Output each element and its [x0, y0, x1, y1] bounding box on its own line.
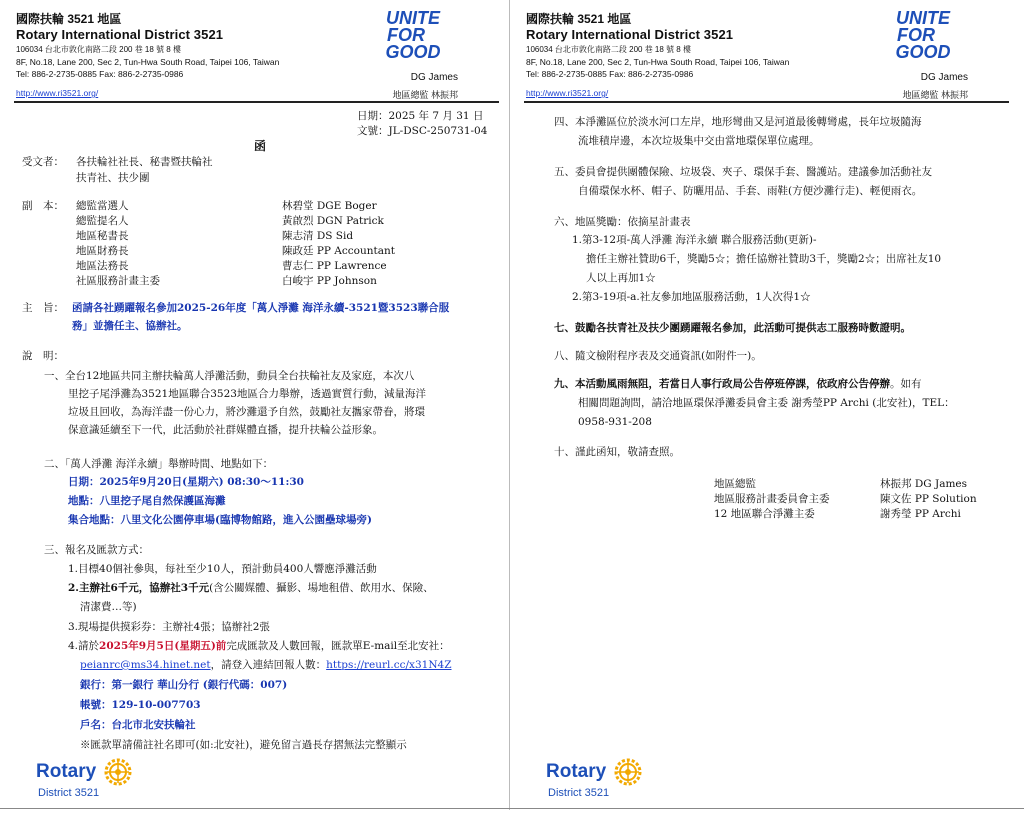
letterhead — [526, 8, 1008, 100]
page-divider — [509, 0, 510, 810]
section-10: 十、謹此函知，敬請查照。 — [554, 446, 680, 458]
letter-type: 函 — [254, 139, 267, 153]
section-3-item-2-cont: 清潔費…等) — [80, 601, 137, 613]
header-rule — [14, 101, 499, 103]
rotary-logo — [36, 758, 132, 799]
section-6-title: 六、地區獎勵：依摘星計畫表 — [554, 216, 691, 228]
section-5-line: 五、委員會提供團體保險、垃圾袋、夾子、環保手套、醫護站。建議參加活動社友 — [554, 166, 932, 178]
unite-for-good-logo: UNITE FOR GOOD — [895, 8, 951, 62]
meeting-point: 集合地點：八里文化公園停車場(臨博物館路，進入公園壘球場旁) — [68, 514, 372, 526]
signature-role: 地區服務計畫委員會主委 — [714, 493, 830, 505]
address-en: 8F, No.18, Lane 200, Sec 2, Tun-Hwa South Road, Taipei 106, Taiwan — [526, 57, 790, 67]
doc-number: 文號：JL-DSC-250731-04 — [357, 125, 488, 137]
register-link[interactable]: https://reurl.cc/x31N4Z — [326, 659, 452, 671]
section-9-phone: 0958-931-208 — [578, 416, 652, 428]
rotary-wordmark: Rotary — [546, 761, 607, 782]
event-date: 日期：2025年9月20日(星期六) 08:30～11:30 — [68, 476, 304, 488]
section-6-item-2: 2.第3-19項-a.社友參加地區服務活動，1人次得1☆ — [572, 291, 811, 303]
cc-name: 陳志清 DS Sid — [282, 230, 354, 242]
org-name-en: Rotary International District 3521 — [526, 27, 734, 42]
website-link[interactable]: http://www.ri3521.org/ — [526, 88, 609, 98]
cc-name: 白峻宇 PP Johnson — [282, 275, 377, 287]
signature-role: 地區總監 — [714, 478, 756, 490]
governor-zh: 地區總監 林振邦 — [902, 90, 968, 100]
event-place: 地點：八里挖子尾自然保護區海灘 — [68, 495, 226, 507]
bank-info: 銀行：第一銀行 華山分行 (銀行代碼：007) — [80, 679, 288, 691]
governor-en: DG James — [920, 72, 968, 83]
district-label: District 3521 — [548, 787, 610, 799]
section-8: 八、隨文檢附程序表及交通資訊(如附件一)。 — [554, 350, 762, 362]
recipient-line-2: 扶青社、扶少團 — [76, 172, 150, 184]
section-3-item-2: 2.主辦社6千元，協辦社3千元(含公關媒體、攝影、場地租借、飲用水、保險、 — [68, 582, 434, 594]
tel-fax: Tel: 886-2-2735-0885 Fax: 886-2-2735-0986 — [16, 69, 184, 79]
cc-role: 地區財務長 — [76, 245, 129, 257]
rotary-logo — [546, 758, 642, 799]
district-label: District 3521 — [38, 787, 100, 799]
section-1-line: 一、全台12地區共同主辦扶輪萬人淨灘活動，動員全台扶輪社友及家庭，本次八 — [44, 370, 415, 382]
unite-for-good-logo: UNITE FOR GOOD — [385, 8, 441, 62]
email-link[interactable]: peianrc@ms34.hinet.net — [80, 659, 211, 671]
section-9: 九、本活動風雨無阻，若當日人事行政局公告停班停課，依政府公告停辦。如有 — [554, 378, 922, 390]
section-1-line: 里挖子尾淨灘為3521地區聯合3523地區合力舉辦，透過實質行動，減量海洋 — [68, 388, 426, 400]
cc-role: 總監當選人 — [76, 200, 129, 212]
recipient-line-1: 各扶輪社社長、秘書暨扶輪社 — [76, 156, 213, 168]
cc-label: 副 本： — [22, 200, 64, 212]
governor-zh: 地區總監 林振邦 — [392, 90, 458, 100]
section-2-title: 二、「萬人淨灘 海洋永續」舉辦時間、地點如下： — [44, 458, 274, 470]
section-7: 七、鼓勵各扶青社及扶少團踴躍報名參加，此活動可提供志工服務時數證明。 — [554, 322, 911, 334]
section-3-item-4-cont: peianrc@ms34.hinet.net，請登入連結回報人數：https://reurl.cc/x31N4Z — [80, 659, 452, 671]
signature-name: 謝秀瑩 PP Archi — [880, 508, 961, 520]
tel-fax: Tel: 886-2-2735-0885 Fax: 886-2-2735-0986 — [526, 69, 694, 79]
remittance-note: ※匯款單請備註社名即可(如:北安社)，避免留言過長存摺無法完整顯示 — [80, 739, 407, 751]
signature-name: 林振邦 DG James — [880, 478, 968, 490]
recipient-label: 受文者： — [22, 156, 64, 168]
website-link[interactable]: http://www.ri3521.org/ — [16, 88, 99, 98]
section-6-item-1-detail: 擔任主辦社贊助6千，獎勵5☆；擔任協辦社贊助3千，獎勵2☆；出席社友10 — [586, 253, 942, 265]
governor-en: DG James — [410, 72, 458, 83]
cc-name: 黃啟烈 DGN Patrick — [282, 215, 384, 227]
header-rule — [524, 101, 1009, 103]
cc-name: 曹志仁 PP Lawrence — [282, 260, 387, 272]
subject-line-2: 務」並擔任主、協辦社。 — [72, 320, 188, 332]
section-6-item-1: 1.第3-12項-萬人淨灘 海洋永續 聯合服務活動(更新)- — [572, 234, 817, 246]
rotary-wheel-icon — [104, 758, 132, 786]
letter-date: 日期：2025 年 7 月 31 日 — [357, 110, 484, 122]
address-en: 8F, No.18, Lane 200, Sec 2, Tun-Hwa South Road, Taipei 106, Taiwan — [16, 57, 280, 67]
rotary-wordmark: Rotary — [36, 761, 97, 782]
section-4-line: 流堆積岸邊，本次垃圾集中交由當地環保單位處理。 — [578, 135, 820, 147]
bottom-rule — [0, 808, 1024, 809]
signature-role: 12 地區聯合淨灘主委 — [714, 508, 815, 520]
org-name-zh: 國際扶輪 3521 地區 — [16, 12, 122, 26]
letterhead — [16, 8, 498, 100]
section-3-item-4: 4.請於2025年9月5日(星期五)前完成匯款及人數回報，匯款單E-mail至北安社： — [68, 640, 450, 652]
org-name-en: Rotary International District 3521 — [16, 27, 224, 42]
account-number: 帳號：129-10-007703 — [80, 699, 201, 711]
cc-role: 總監提名人 — [76, 215, 129, 227]
address-zh: 106034 台北市敦化南路二段 200 巷 18 號 8 樓 — [16, 45, 181, 54]
address-zh: 106034 台北市敦化南路二段 200 巷 18 號 8 樓 — [526, 45, 691, 54]
letter-page-1 — [4, 0, 509, 821]
explain-label: 說 明： — [22, 350, 64, 362]
section-3-item-1: 1.目標40個社參與，每社至少10人，預計動員400人響應淨灘活動 — [68, 563, 377, 575]
section-1-line: 保意識延續至下一代，此活動於社群媒體直播，提升扶輪公益形象。 — [68, 424, 383, 436]
section-6-item-1-detail: 人以上再加1☆ — [586, 272, 656, 284]
section-4-line: 四、本淨灘區位於淡水河口左岸，地形彎曲又是河道最後轉彎處，長年垃圾隨海 — [554, 116, 922, 128]
subject-label: 主 旨： — [22, 302, 64, 314]
cc-role: 地區秘書長 — [76, 230, 129, 242]
cc-name: 林碧堂 DGE Boger — [282, 200, 377, 212]
cc-name: 陳政廷 PP Accountant — [282, 245, 395, 257]
section-3-title: 三、報名及匯款方式： — [44, 544, 149, 556]
cc-role: 社區服務計畫主委 — [76, 275, 160, 287]
section-5-line: 自備環保水杯、帽子、防曬用品、手套、雨鞋(方便沙灘行走)、輕便雨衣。 — [578, 185, 923, 197]
letter-page-2 — [514, 0, 1019, 821]
subject-line-1: 函請各社踴躍報名參加2025-26年度「萬人淨灘 海洋永續-3521暨3523聯合服 — [72, 302, 450, 314]
account-name: 戶名：台北市北安扶輪社 — [80, 719, 196, 731]
rotary-wheel-icon — [614, 758, 642, 786]
org-name-zh: 國際扶輪 3521 地區 — [526, 12, 632, 26]
section-1-line: 垃圾且回收，為海洋盡一份心力，將沙灘還予自然，鼓勵社友攜家帶眷，將環 — [68, 406, 425, 418]
cc-role: 地區法務長 — [76, 260, 129, 272]
section-3-item-3: 3.現場提供摸彩券：主辦社4張；協辦社2張 — [68, 621, 270, 633]
signature-name: 陳文佐 PP Solution — [880, 493, 977, 505]
section-9-contact: 相關問題詢問，請洽地區環保淨灘委員會主委 謝秀瑩PP Archi (北安社)，TEL： — [578, 397, 955, 409]
